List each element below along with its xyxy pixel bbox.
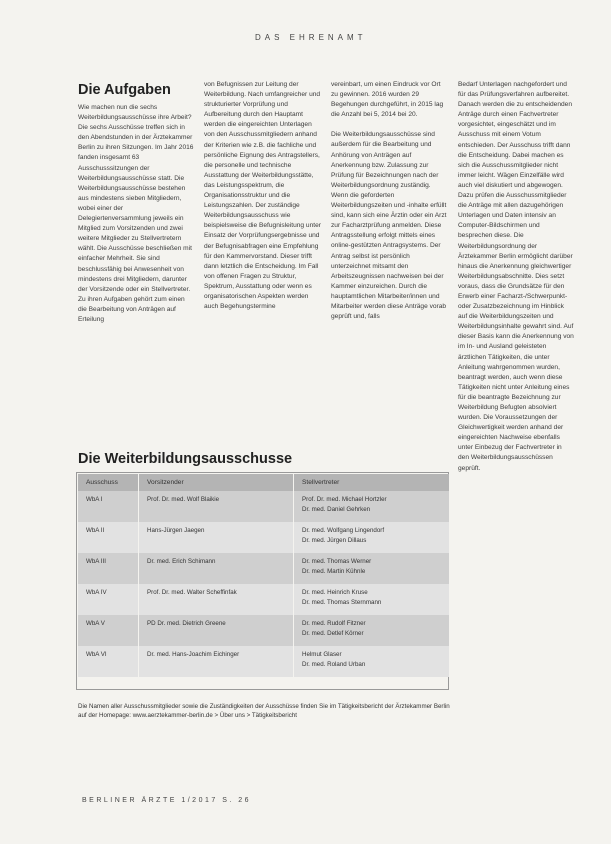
cell-stellvertreter: [294, 615, 450, 646]
cell-vorsitzender: Prof. Dr. med. Walter Scheffinfak: [139, 584, 294, 615]
section-title-aufgaben: Die Aufgaben: [78, 82, 171, 98]
table-row: [78, 553, 449, 584]
text-column-4: [458, 80, 574, 777]
cell-vorsitzender: Hans-Jürgen Jaegen: [139, 522, 294, 553]
cell-ausschuss: WbA III: [78, 553, 139, 584]
text-column-3: [331, 80, 448, 443]
running-head: DAS EHRENAMT: [255, 33, 367, 42]
cell-stellvertreter: [294, 522, 450, 553]
stellvertreter-1: Dr. med. Thomas Werner: [302, 558, 372, 565]
cell-ausschuss: WbA II: [78, 522, 139, 553]
stellvertreter-1: Prof. Dr. med. Michael Hortzler: [302, 496, 387, 503]
paragraph: Bedarf Unterlagen nachgefordert und für das Prüfungsverfahren aufbereitet. Danach werden die zu entscheidenden Anträge durch einen Fachvertreter vorgesichtet, eingeschätzt und im Ausschuss mit einem Votum entschieden. Der Ausschuss trifft dann die Entscheidung. Dabei machen es sich die Ausschussmitglieder nicht immer leicht. Wägen Einzelfälle wird auch viel diskutiert und abgewogen. Dazu prüfen die Ausschussmitglieder die Anträge mit allen dazugehörigen Unterlagen und Daten intensiv an Computer-Bildschirmen und besprechen diese. Die Weiterbildungsordnung der Ärztekammer Berlin ermöglicht darüber hinaus die Anerkennung gleichwertiger Weiterbildungsabschnitte. Dies setzt voraus, dass die Grundsätze für den Erwerb einer Facharzt-/Schwerpunkt- oder Zusatzbezeichnung im Hinblick auf die Weiterbildungszeiten und Weiterbildungsinhalte gewahrt sind. Auf dieser Basis kann die Anerkennung von im In- und Ausland geleisteten ärztlichen Tätigkeiten, die unter Anleitung wahrgenommen wurden, beantragt werden, auch wenn diese Tätigkeiten nicht unter Anleitung eines für die beantragte Bezeichnung zur Weiterbildung Befugten absolviert wurden. Die Voraussetzungen der Gleichwertigkeit werden anhand der eingereichten Nachweise ebenfalls unter Einbezug der Fachvertreter in den Weiterbildungsausschüssen geprüft.: [458, 81, 574, 472]
cell-stellvertreter: [294, 491, 450, 522]
cell-ausschuss: WbA IV: [78, 584, 139, 615]
table-row: [78, 491, 449, 522]
stellvertreter-2: Dr. med. Detlef Körner: [302, 629, 364, 637]
cell-vorsitzender: Dr. med. Erich Schimann: [139, 553, 294, 584]
cell-vorsitzender: PD Dr. med. Dietrich Greene: [139, 615, 294, 646]
cell-vorsitzender: Prof. Dr. med. Wolf Blaikie: [139, 491, 294, 522]
column-header-ausschuss: Ausschuss: [78, 474, 139, 491]
text-column-2: [204, 80, 321, 443]
column-header-vorsitzender: Vorsitzender: [139, 474, 294, 491]
cell-vorsitzender: Dr. med. Hans-Joachim Eichinger: [139, 646, 294, 677]
stellvertreter-1: Helmut Glaser: [302, 651, 342, 658]
table-row: [78, 584, 449, 615]
cell-ausschuss: WbA VI: [78, 646, 139, 677]
stellvertreter-2: Dr. med. Roland Urban: [302, 660, 366, 668]
table-header-row: [78, 474, 449, 491]
stellvertreter-1: Dr. med. Wolfgang Lingendorf: [302, 527, 385, 534]
text-column-1: [78, 103, 194, 443]
paragraph: Wie machen nun die sechs Weiterbildungsausschüsse ihre Arbeit? Die sechs Ausschüsse treffen sich in den Abendstunden in der Ärztekammer Berlin zu ihren Sitzungen. Im Jahr 2016 fanden insgesamt 63 Ausschusssitzungen der Weiterbildungsausschüsse statt. Die Weiterbildungsausschüsse bestehen aus mindestens sieben Mitgliedern, wobei einer der Delegiertenversammlung jeweils ein Mitglied zum Vorsitzenden und zwei weitere Mitglieder zu Stellvertretern wählt. Die Ausschüsse beschließen mit einfacher Mehrheit. Sie sind beschlussfähig bei Anwesenheit von mindestens drei Mitgliedern, darunter der Vorsitzende oder ein Stellvertreter. Zu ihren Aufgaben gehört zum einen die Bearbeitung von Anträgen auf Erteilung: [78, 104, 194, 323]
cell-ausschuss: WbA I: [78, 491, 139, 522]
paragraph: Die Weiterbildungsausschüsse sind außerdem für die Bearbeitung und Anhörung von Anträgen auf Anerkennung bzw. Zulassung zur Prüfung für Bezeichnungen nach der Weiterbildungsordnung zuständig. Wenn die geforderten Weiterbildungszeiten und -inhalte erfüllt sind, kann sich eine Ärztin oder ein Arzt zur Facharztprüfung anmelden. Diese Antragsstellung erfolgt mittels eines online-gestützten Antragsystems. Der Antrag selbst ist persönlich unterzeichnet mitsamt den Arbeitszeugnissen nachweisen bei der Kammer einzureichen. Durch die hauptamtlichen Mitarbeiter/innen und Mitarbeiter werden diese Anträge vorab geprüft und, falls: [331, 131, 447, 321]
stellvertreter-2: Dr. med. Daniel Gehrken: [302, 505, 371, 513]
table-row: [78, 615, 449, 646]
committee-table: [78, 474, 449, 677]
cell-stellvertreter: [294, 584, 450, 615]
paragraph: vereinbart, um einen Eindruck vor Ort zu gewinnen. 2016 wurden 29 Begehungen durchgeführt, in 2015 lag die Anzahl bei 5, 2014 bei 20.: [331, 81, 444, 119]
table-row: [78, 646, 449, 677]
section-title-weiterbildungsausschusse: Die Weiterbildungsausschusse: [78, 451, 293, 467]
stellvertreter-2: Dr. med. Martin Kühnle: [302, 567, 366, 575]
cell-stellvertreter: [294, 553, 450, 584]
stellvertreter-2: Dr. med. Thomas Sternmann: [302, 598, 382, 606]
page-footer: BERLINER ÄRZTE 1/2017 S. 26: [82, 797, 252, 804]
stellvertreter-1: Dr. med. Heinrich Kruse: [302, 589, 368, 596]
stellvertreter-2: Dr. med. Jürgen Dillaus: [302, 536, 367, 544]
stellvertreter-1: Dr. med. Rudolf Fitzner: [302, 620, 366, 627]
table-caption: Die Namen aller Ausschussmitglieder sowie die Zuständigkeiten der Ausschüsse finden Sie im Tätigkeitsbericht der Ärztekammer Berlin auf der Homepage: www.aerztekammer-berlin.de > Über uns > Tätigkeitsbericht: [78, 703, 450, 719]
table-row: [78, 522, 449, 553]
paragraph: von Befugnissen zur Leitung der Weiterbildung. Nach umfangreicher und strukturierter Vorprüfung und Aufbereitung durch den Hauptamt werden die eingereichten Unterlagen von den Ausschussmitgliedern anhand der Kriterien wie z.B. die fachliche und persönliche Eignung des Antragstellers, die personelle und technische Ausstattung der Weiterbildungsstätte, das Leistungsspektrum, die Organisationsstruktur und die Leistungszahlen. Der zuständige Weiterbildungsausschuss wie beispielsweise die Befugnisleitung unter Einsatz der Vorprüfungsergebnisse und der Befugnisabfragen eine Empfehlung für den Kammervorstand. Dieser trifft dann letztlich die Entscheidung. Im Fall von offenen Fragen zu Struktur, Spektrum, Ausstattung oder wenn es organisatorischen Aspekten werden auch Begehungstermine: [204, 81, 321, 311]
column-header-stellvertreter: Stellvertreter: [294, 474, 450, 491]
cell-stellvertreter: [294, 646, 450, 677]
cell-ausschuss: WbA V: [78, 615, 139, 646]
